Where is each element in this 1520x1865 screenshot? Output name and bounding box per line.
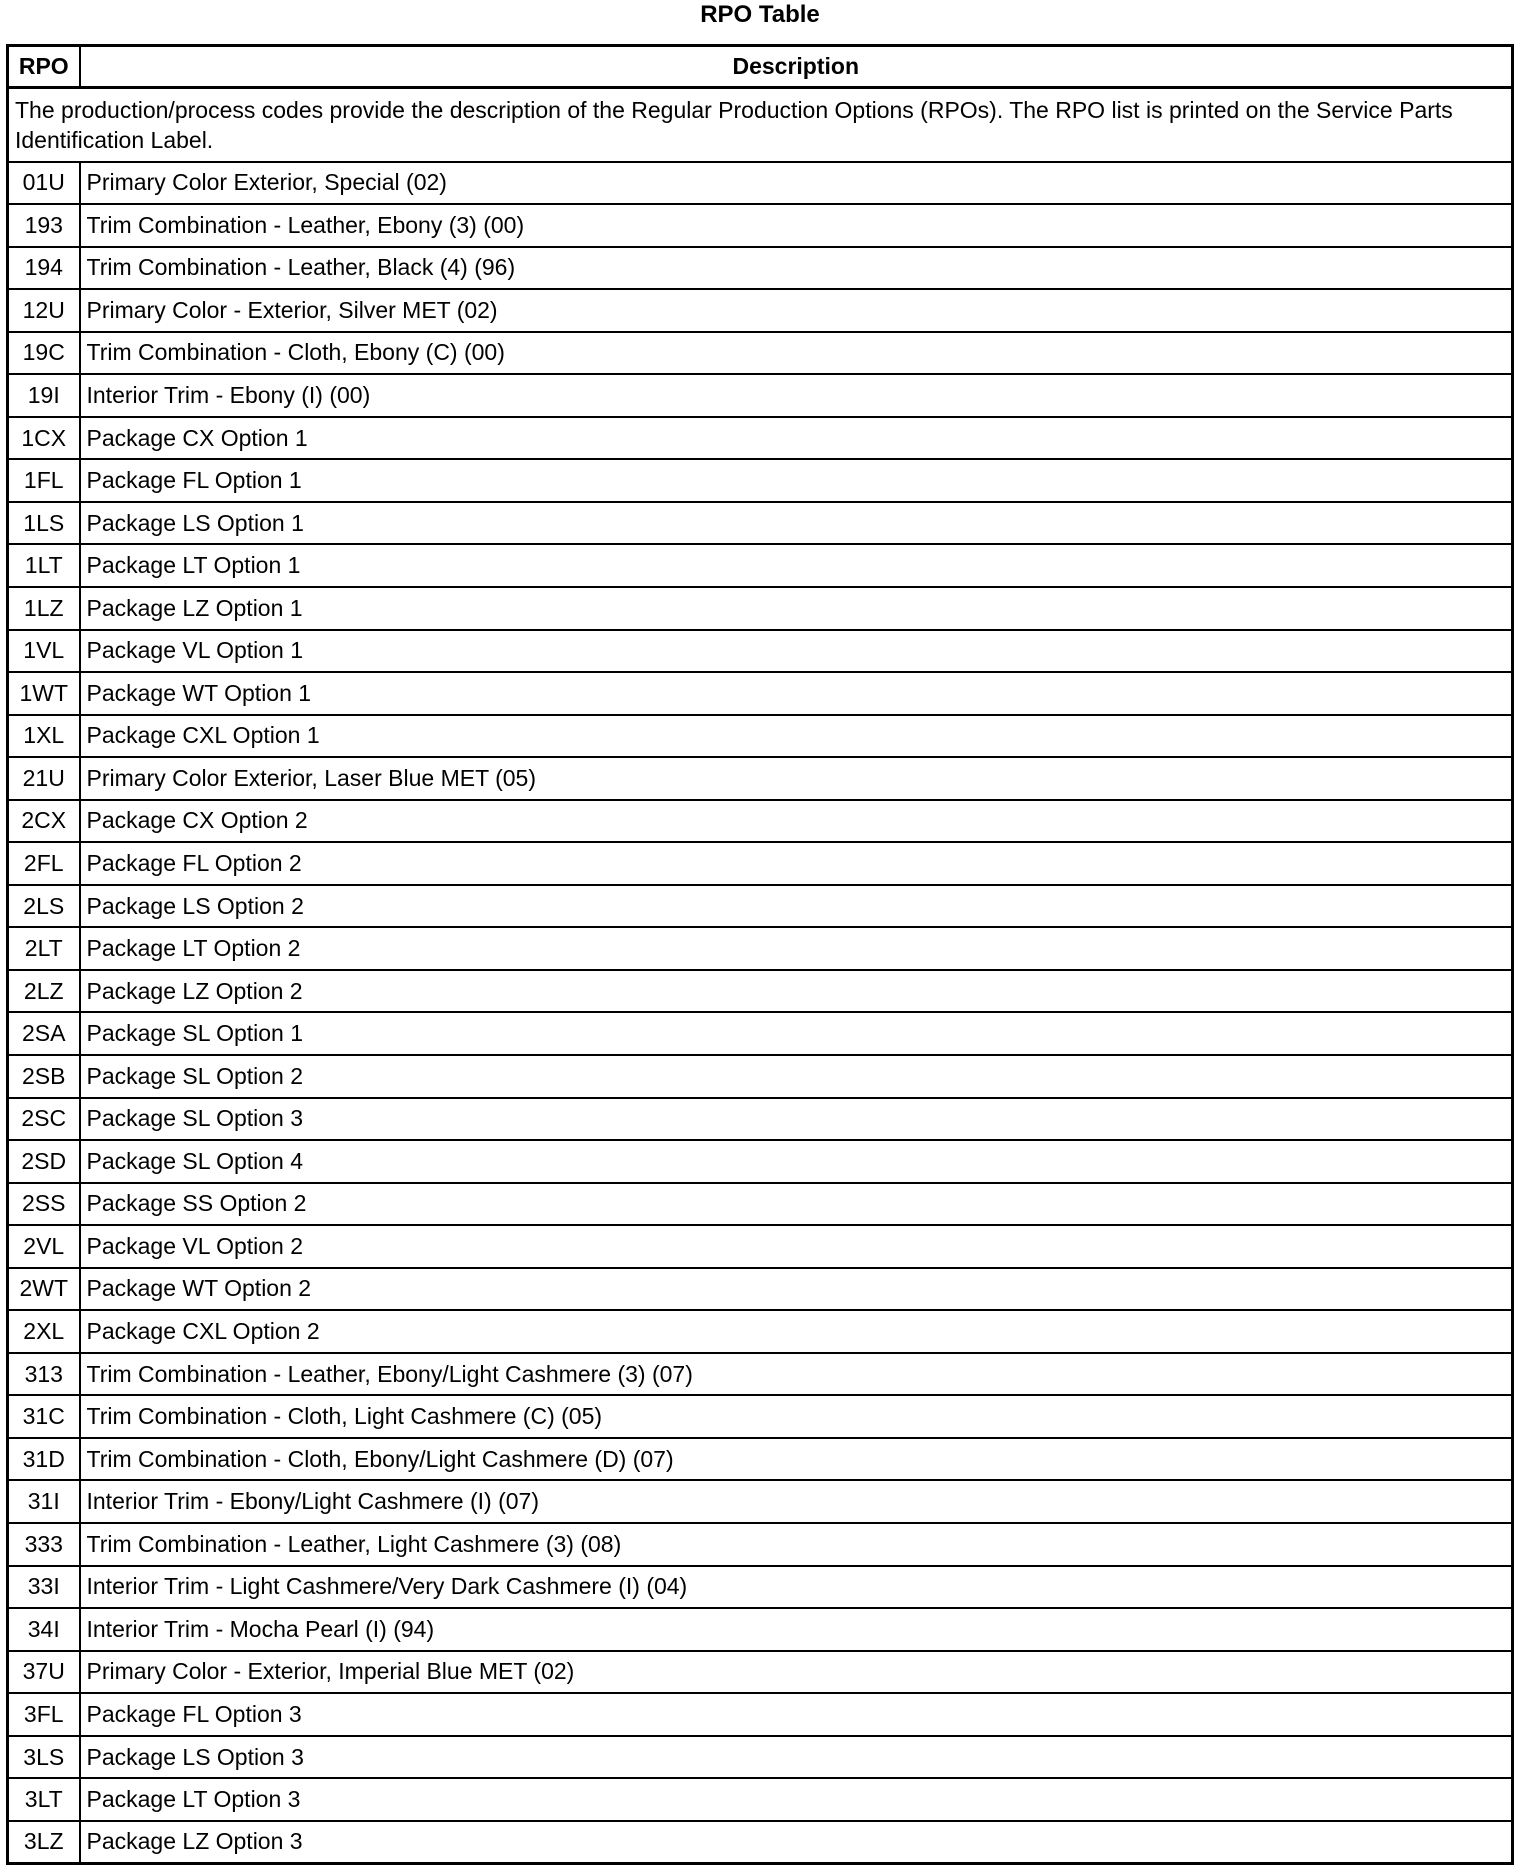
rpo-description-cell: Interior Trim - Mocha Pearl (I) (94) <box>80 1608 1513 1651</box>
rpo-description-cell: Package VL Option 2 <box>80 1225 1513 1268</box>
rpo-description-cell: Package LT Option 1 <box>80 544 1513 587</box>
rpo-description-cell: Package SL Option 3 <box>80 1098 1513 1141</box>
intro-text: The production/process codes provide the description of the Regular Production Options (RPOs). The RPO list is printed on the Service Parts Identification Label. <box>8 88 1513 162</box>
rpo-description-cell: Interior Trim - Ebony/Light Cashmere (I) (07) <box>80 1480 1513 1523</box>
table-row <box>8 204 1513 247</box>
table-row <box>8 1523 1513 1566</box>
rpo-description-cell: Package VL Option 1 <box>80 630 1513 673</box>
rpo-description-cell: Package CX Option 1 <box>80 417 1513 460</box>
rpo-code-cell: 12U <box>8 289 80 332</box>
rpo-description-cell: Trim Combination - Leather, Black (4) (96) <box>80 247 1513 290</box>
rpo-description-cell: Package LS Option 2 <box>80 885 1513 928</box>
rpo-code-cell: 1VL <box>8 630 80 673</box>
rpo-code-cell: 2LT <box>8 927 80 970</box>
table-header-row <box>8 46 1513 88</box>
rpo-code-cell: 34I <box>8 1608 80 1651</box>
rpo-description-cell: Package LS Option 1 <box>80 502 1513 545</box>
table-row <box>8 1225 1513 1268</box>
rpo-code-cell: 19I <box>8 374 80 417</box>
rpo-description-cell: Trim Combination - Cloth, Ebony (C) (00) <box>80 332 1513 375</box>
rpo-description-cell: Trim Combination - Leather, Ebony (3) (00) <box>80 204 1513 247</box>
table-row <box>8 1821 1513 1864</box>
rpo-description-cell: Interior Trim - Ebony (I) (00) <box>80 374 1513 417</box>
rpo-description-cell: Trim Combination - Leather, Light Cashmere (3) (08) <box>80 1523 1513 1566</box>
table-row <box>8 1608 1513 1651</box>
rpo-code-cell: 3LT <box>8 1778 80 1821</box>
table-row <box>8 374 1513 417</box>
rpo-description-cell: Package LZ Option 2 <box>80 970 1513 1013</box>
rpo-code-cell: 2WT <box>8 1268 80 1311</box>
rpo-code-cell: 01U <box>8 162 80 205</box>
rpo-code-cell: 3LS <box>8 1736 80 1779</box>
rpo-code-cell: 313 <box>8 1353 80 1396</box>
rpo-code-cell: 2SC <box>8 1098 80 1141</box>
rpo-description-cell: Package SL Option 1 <box>80 1012 1513 1055</box>
rpo-description-cell: Package WT Option 1 <box>80 672 1513 715</box>
rpo-description-cell: Package CX Option 2 <box>80 800 1513 843</box>
rpo-code-cell: 2LZ <box>8 970 80 1013</box>
rpo-description-cell: Package LS Option 3 <box>80 1736 1513 1779</box>
table-row <box>8 1395 1513 1438</box>
rpo-description-cell: Package FL Option 2 <box>80 842 1513 885</box>
table-row <box>8 459 1513 502</box>
table-row <box>8 1353 1513 1396</box>
rpo-description-cell: Package LT Option 2 <box>80 927 1513 970</box>
rpo-code-cell: 1LT <box>8 544 80 587</box>
table-row <box>8 1140 1513 1183</box>
rpo-code-cell: 31I <box>8 1480 80 1523</box>
table-row <box>8 1693 1513 1736</box>
rpo-description-cell: Package SL Option 2 <box>80 1055 1513 1098</box>
rpo-description-cell: Package CXL Option 1 <box>80 715 1513 758</box>
rpo-code-cell: 2VL <box>8 1225 80 1268</box>
table-row <box>8 630 1513 673</box>
table-row <box>8 757 1513 800</box>
rpo-code-cell: 194 <box>8 247 80 290</box>
rpo-code-cell: 1LS <box>8 502 80 545</box>
rpo-description-cell: Trim Combination - Cloth, Ebony/Light Cashmere (D) (07) <box>80 1438 1513 1481</box>
table-row <box>8 502 1513 545</box>
table-row <box>8 1012 1513 1055</box>
rpo-code-cell: 3FL <box>8 1693 80 1736</box>
table-row <box>8 927 1513 970</box>
rpo-description-cell: Package SS Option 2 <box>80 1183 1513 1226</box>
rpo-code-cell: 31C <box>8 1395 80 1438</box>
table-row <box>8 247 1513 290</box>
rpo-description-cell: Package LZ Option 1 <box>80 587 1513 630</box>
table-row <box>8 1651 1513 1694</box>
rpo-table <box>6 44 1514 1865</box>
rpo-code-cell: 2SD <box>8 1140 80 1183</box>
table-row <box>8 162 1513 205</box>
rpo-code-cell: 1WT <box>8 672 80 715</box>
rpo-code-cell: 1CX <box>8 417 80 460</box>
table-body <box>8 88 1513 1864</box>
table-row <box>8 1268 1513 1311</box>
table-row <box>8 1566 1513 1609</box>
page-title: RPO Table <box>700 1 820 28</box>
table-row <box>8 1183 1513 1226</box>
rpo-code-cell: 2SS <box>8 1183 80 1226</box>
rpo-code-cell: 3LZ <box>8 1821 80 1864</box>
table-row <box>8 800 1513 843</box>
rpo-description-cell: Primary Color Exterior, Laser Blue MET (05) <box>80 757 1513 800</box>
table-row <box>8 1736 1513 1779</box>
intro-row <box>8 88 1513 162</box>
rpo-code-cell: 1FL <box>8 459 80 502</box>
table-row <box>8 1310 1513 1353</box>
rpo-code-cell: 2CX <box>8 800 80 843</box>
rpo-description-cell: Package FL Option 3 <box>80 1693 1513 1736</box>
rpo-description-cell: Interior Trim - Light Cashmere/Very Dark Cashmere (I) (04) <box>80 1566 1513 1609</box>
rpo-code-cell: 2LS <box>8 885 80 928</box>
rpo-description-cell: Package LZ Option 3 <box>80 1821 1513 1864</box>
rpo-description-cell: Package SL Option 4 <box>80 1140 1513 1183</box>
rpo-code-cell: 193 <box>8 204 80 247</box>
rpo-code-cell: 1LZ <box>8 587 80 630</box>
table-row <box>8 885 1513 928</box>
table-row <box>8 1438 1513 1481</box>
rpo-code-cell: 2XL <box>8 1310 80 1353</box>
table-row <box>8 289 1513 332</box>
rpo-column-header: RPO <box>8 46 80 88</box>
rpo-description-cell: Package WT Option 2 <box>80 1268 1513 1311</box>
table-row <box>8 1098 1513 1141</box>
table-row <box>8 672 1513 715</box>
rpo-description-cell: Primary Color Exterior, Special (02) <box>80 162 1513 205</box>
rpo-description-cell: Primary Color - Exterior, Silver MET (02) <box>80 289 1513 332</box>
table-row <box>8 842 1513 885</box>
description-column-header: Description <box>80 46 1513 88</box>
table-row <box>8 715 1513 758</box>
table-row <box>8 970 1513 1013</box>
rpo-code-cell: 1XL <box>8 715 80 758</box>
rpo-description-cell: Primary Color - Exterior, Imperial Blue MET (02) <box>80 1651 1513 1694</box>
rpo-description-cell: Package CXL Option 2 <box>80 1310 1513 1353</box>
table-row <box>8 417 1513 460</box>
table-row <box>8 1055 1513 1098</box>
rpo-description-cell: Package LT Option 3 <box>80 1778 1513 1821</box>
rpo-code-cell: 2SA <box>8 1012 80 1055</box>
rpo-code-cell: 2FL <box>8 842 80 885</box>
rpo-description-cell: Package FL Option 1 <box>80 459 1513 502</box>
table-row <box>8 544 1513 587</box>
rpo-code-cell: 333 <box>8 1523 80 1566</box>
rpo-code-cell: 21U <box>8 757 80 800</box>
rpo-code-cell: 33I <box>8 1566 80 1609</box>
table-row <box>8 1480 1513 1523</box>
rpo-code-cell: 37U <box>8 1651 80 1694</box>
rpo-code-cell: 19C <box>8 332 80 375</box>
table-row <box>8 332 1513 375</box>
table-row <box>8 1778 1513 1821</box>
rpo-code-cell: 31D <box>8 1438 80 1481</box>
rpo-code-cell: 2SB <box>8 1055 80 1098</box>
rpo-description-cell: Trim Combination - Cloth, Light Cashmere (C) (05) <box>80 1395 1513 1438</box>
rpo-description-cell: Trim Combination - Leather, Ebony/Light Cashmere (3) (07) <box>80 1353 1513 1396</box>
table-row <box>8 587 1513 630</box>
